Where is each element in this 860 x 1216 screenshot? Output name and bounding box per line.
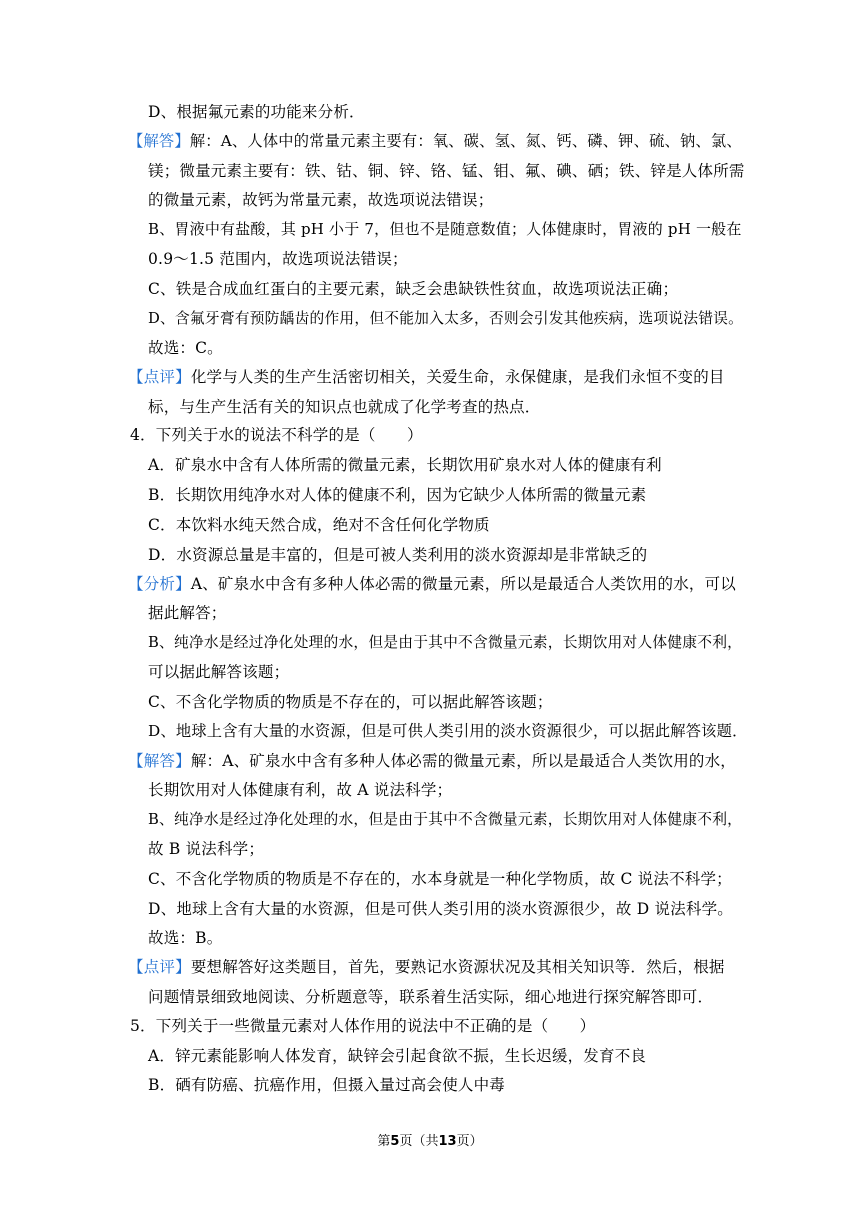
line-text: A．锌元素能影响人体发育，缺锌会引起食欲不振，生长迟缓，发育不良 (148, 1047, 647, 1065)
text-line (148, 810, 742, 830)
text-line (130, 1016, 595, 1036)
text-line (128, 751, 736, 771)
footer-prefix: 第 (377, 1134, 391, 1149)
footer-suffix: 页） (456, 1134, 483, 1149)
text-line (148, 780, 452, 800)
section-tag: 【解答】 (128, 132, 190, 150)
text-line (148, 899, 733, 919)
section-tag: 【点评】 (128, 958, 191, 976)
line-text: C、不含化学物质的物质是不存在的，水本身就是一种化学物质，故 C 说法不科学； (148, 870, 732, 888)
text-line (148, 249, 408, 269)
text-line (148, 839, 264, 859)
line-text: 0.9～1.5 范围内，故选项说法错误； (148, 250, 408, 268)
line-text: C、不含化学物质的物质是不存在的，可以据此解答该题； (148, 693, 553, 711)
text-line (148, 397, 541, 417)
footer-total-pages: 13 (438, 1134, 457, 1149)
text-line (148, 485, 646, 505)
section-tag: 【分析】 (128, 575, 191, 593)
text-line (148, 161, 745, 181)
line-text: B、纯净水是经过净化处理的水，但是由于其中不含微量元素，长期饮用对人体健康不利， (148, 634, 743, 651)
line-text: 解：A、人体中的常量元素主要有：氧、碳、氢、氮、钙、磷、钾、硫、钠、氯、 (189, 132, 742, 150)
line-text: D、含氟牙膏有预防龋齿的作用，但不能加入太多，否则会引发其他疾病，选项说法错误。 (148, 310, 744, 327)
line-text: D．水资源总量是丰富的，但是可被人类利用的淡水资源却是非常缺乏的 (148, 546, 648, 564)
text-line (148, 603, 227, 623)
text-line (148, 928, 222, 948)
line-text: 镁；微量元素主要有：铁、钴、铜、锌、铬、锰、钼、氟、碘、硒；铁、锌是人体所需 (148, 162, 745, 180)
text-line (148, 1046, 646, 1066)
line-text: D、地球上含有大量的水资源，但是可供人类引用的淡水资源很少，可以据此解答该题． (148, 722, 748, 740)
line-text: B、纯净水是经过净化处理的水，但是由于其中不含微量元素，长期饮用对人体健康不利， (148, 811, 743, 828)
line-text: 故 B 说法科学； (148, 840, 265, 858)
line-text: 长期饮用对人体健康有利，故 A 说法科学； (148, 781, 453, 799)
line-text: B．硒有防癌、抗癌作用，但摄入量过高会使人中毒 (148, 1076, 505, 1094)
text-line (148, 545, 647, 565)
text-line (148, 515, 490, 535)
line-text: 要想解答好这类题目，首先，要熟记水资源状况及其相关知识等．然后，根据 (190, 958, 725, 976)
text-line (148, 102, 365, 122)
line-text: C、铁是合成血红蛋白的主要元素，缺乏会患缺铁性贫血，故选项说法正确； (148, 280, 679, 298)
line-text: B、胃液中有盐酸，其 pH 小于 7，但也不是随意数值；人体健康时，胃液的 pH 一般在 (148, 220, 742, 238)
text-line (148, 455, 662, 475)
page-footer (0, 1133, 860, 1151)
text-line (148, 721, 748, 741)
line-text: 4．下列关于水的说法不科学的是（ ） (130, 426, 423, 444)
line-text: B．长期饮用纯净水对人体的健康不利，因为它缺少人体所需的微量元素 (148, 486, 647, 504)
section-tag: 【解答】 (128, 752, 191, 770)
text-line (130, 425, 423, 445)
line-text: 5．下列关于一些微量元素对人体作用的说法中不正确的是（ ） (130, 1017, 596, 1035)
text-line (148, 190, 493, 210)
text-line (148, 662, 289, 682)
line-text: C．本饮料水纯天然合成，绝对不含任何化学物质 (148, 516, 490, 534)
text-line (148, 633, 742, 653)
footer-page-number: 5 (390, 1134, 400, 1149)
text-line (148, 338, 223, 358)
text-line (148, 1075, 505, 1095)
line-text: 故选：B。 (148, 929, 223, 947)
line-text: 据此解答； (148, 604, 227, 622)
line-text: 故选：C。 (148, 339, 223, 357)
line-text: A、矿泉水中含有多种人体必需的微量元素，所以是最适合人类饮用的水，可以 (190, 575, 737, 593)
line-text: 化学与人类的生产生活密切相关，关爱生命，永保健康，是我们永恒不变的目 (190, 368, 725, 386)
line-text: D、根据氟元素的功能来分析． (148, 103, 365, 121)
text-line (128, 574, 736, 594)
text-line (128, 131, 742, 151)
text-line (148, 279, 678, 299)
line-text: 可以据此解答该题； (148, 663, 290, 681)
line-text: A．矿泉水中含有人体所需的微量元素，长期饮用矿泉水对人体的健康有利 (148, 456, 662, 474)
line-text: 的微量元素，故钙为常量元素，故选项说法错误； (148, 191, 494, 209)
line-text: 解：A、矿泉水中含有多种人体必需的微量元素，所以是最适合人类饮用的水， (190, 752, 737, 770)
text-line (148, 219, 742, 239)
text-line (128, 957, 725, 977)
section-tag: 【点评】 (128, 368, 191, 386)
line-text: 问题情景细致地阅读、分析题意等，联系着生活实际，细心地进行探究解答即可． (148, 988, 714, 1006)
text-line (148, 309, 743, 329)
text-line (148, 692, 553, 712)
footer-mid: 页（共 (399, 1134, 439, 1149)
text-line (148, 869, 732, 889)
text-line (148, 987, 713, 1007)
line-text: 标，与生产生活有关的知识点也就成了化学考查的热点． (148, 398, 541, 416)
text-line (128, 367, 725, 387)
line-text: D、地球上含有大量的水资源，但是可供人类引用的淡水资源很少，故 D 说法科学。 (148, 900, 734, 918)
